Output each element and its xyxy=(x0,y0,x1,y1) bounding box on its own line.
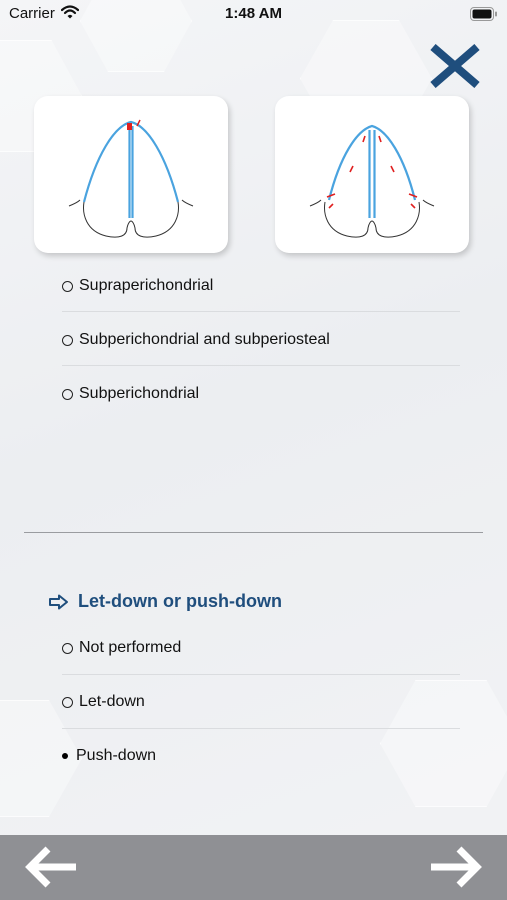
option-supraperichondrial[interactable] xyxy=(62,274,213,298)
radio-button[interactable] xyxy=(62,389,73,400)
radio-button[interactable] xyxy=(62,281,73,292)
separator xyxy=(62,365,460,366)
close-x-icon xyxy=(428,44,482,88)
option-let-down[interactable] xyxy=(62,690,145,714)
option-subperichondrial-subperiosteal[interactable] xyxy=(62,328,330,352)
radio-button[interactable] xyxy=(62,643,73,654)
separator xyxy=(62,674,460,675)
arrow-right-icon xyxy=(425,843,485,891)
option-label: Push-down xyxy=(76,747,157,764)
carrier-label: Carrier xyxy=(9,5,55,22)
option-subperichondrial[interactable] xyxy=(62,382,199,406)
option-label: Not performed xyxy=(79,639,182,656)
clock-time: 1:48 AM xyxy=(225,5,282,22)
nasal-diagram-image xyxy=(275,96,469,253)
section-header xyxy=(48,591,282,612)
separator xyxy=(62,311,460,312)
section-divider xyxy=(24,532,483,533)
diagram-card-subperichondrial[interactable] xyxy=(275,96,469,253)
option-not-performed[interactable] xyxy=(62,636,181,660)
radio-button[interactable] xyxy=(62,697,73,708)
arrow-left-icon xyxy=(22,843,82,891)
nasal-diagram-image xyxy=(34,96,228,253)
background-hexagon xyxy=(380,680,507,807)
status-bar xyxy=(0,0,507,28)
section-title: Let-down or push-down xyxy=(78,591,282,611)
selected-radio-dot[interactable] xyxy=(62,753,68,759)
option-label: Subperichondrial xyxy=(79,385,200,402)
battery-icon xyxy=(470,7,498,26)
option-label: Subperichondrial and subperiosteal xyxy=(79,331,330,348)
radio-button[interactable] xyxy=(62,335,73,346)
option-label: Let-down xyxy=(79,693,145,710)
arrow-right-outline-icon xyxy=(48,594,70,610)
close-button[interactable] xyxy=(428,44,482,88)
back-button[interactable] xyxy=(22,843,82,891)
separator xyxy=(62,728,460,729)
forward-button[interactable] xyxy=(425,843,485,891)
option-label: Supraperichondrial xyxy=(79,277,214,294)
bottom-navigation-bar xyxy=(0,835,507,900)
diagram-card-supraperichondrial[interactable] xyxy=(34,96,228,253)
option-push-down[interactable] xyxy=(62,744,156,768)
